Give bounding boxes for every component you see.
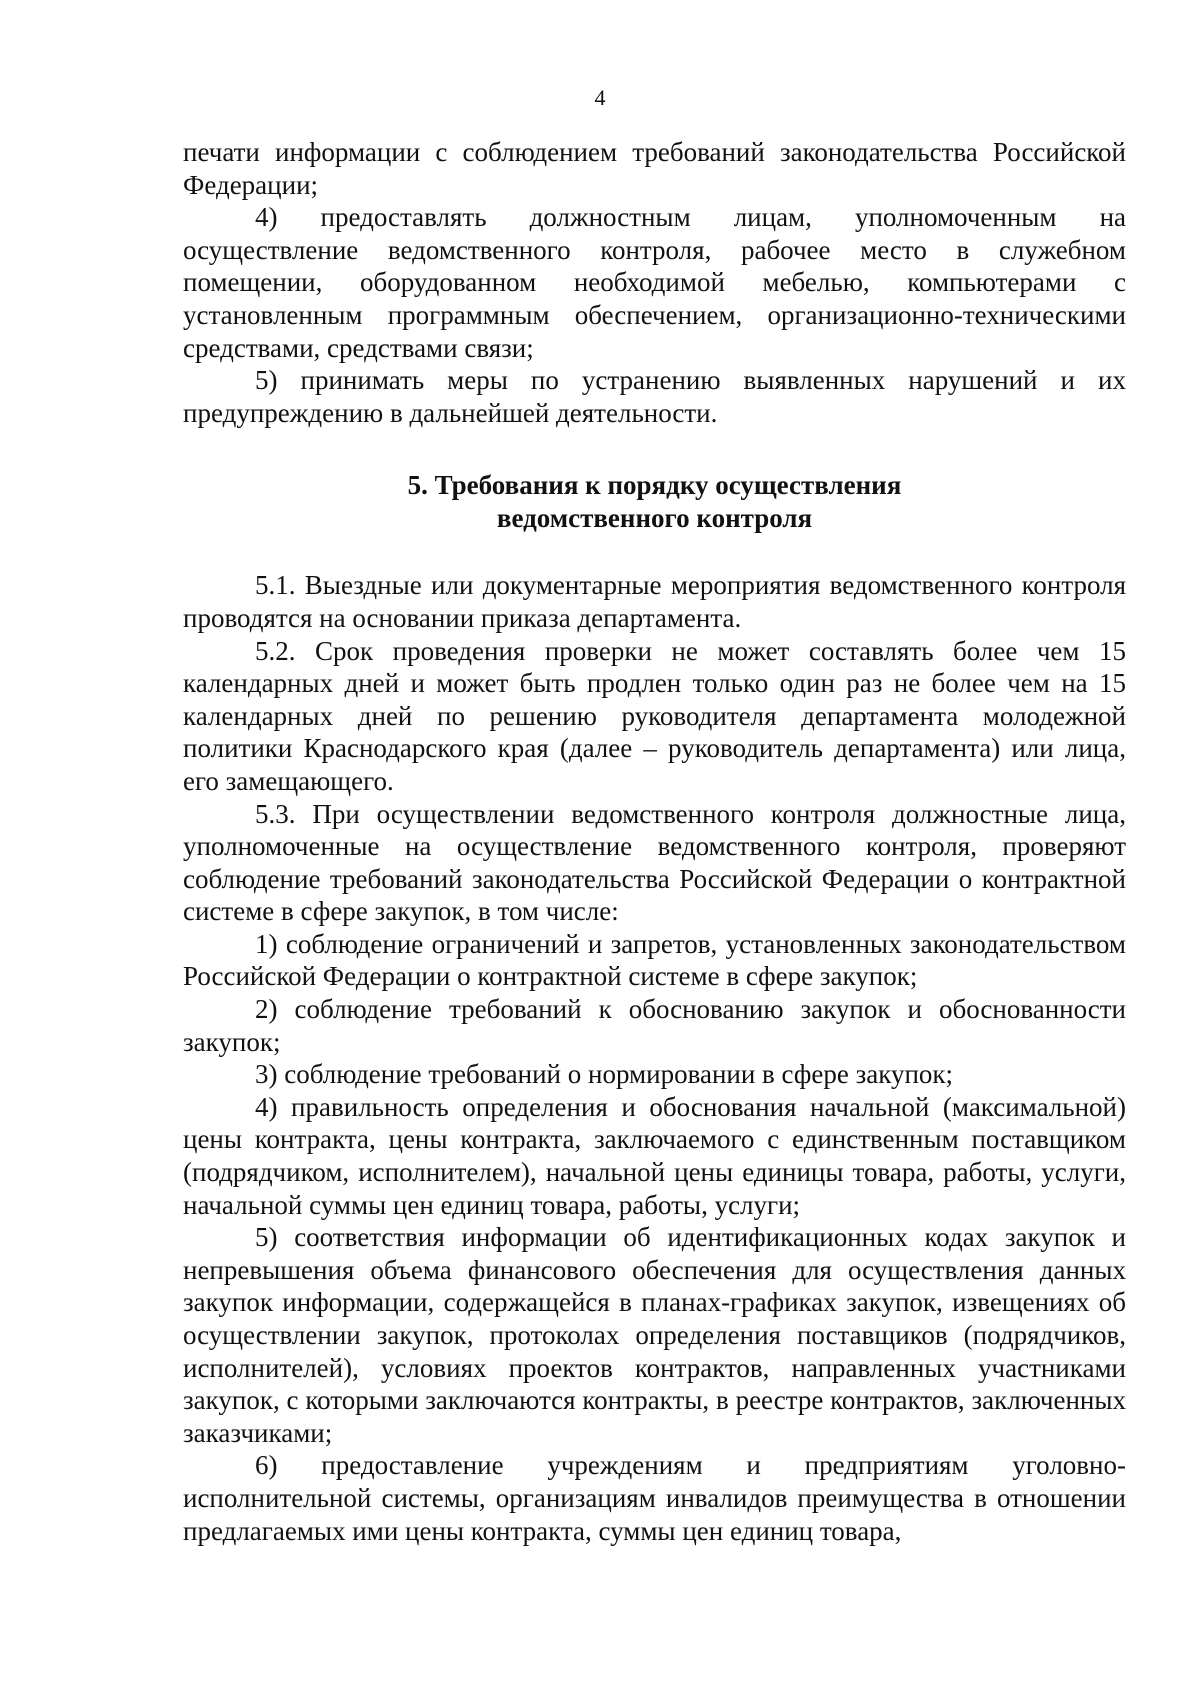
paragraph: 3) соблюдение требований о нормировании в сфере закупок; bbox=[255, 1059, 954, 1090]
paragraph: 5.1. Выездные или документарные мероприятия ведомственного контроля проводятся на основании приказа департамента. bbox=[183, 570, 1126, 633]
paragraph: 5) принимать меры по устранению выявленных нарушений и их предупреждению в дальнейшей деятельности. bbox=[183, 365, 1126, 428]
section-heading-line-2: ведомственного контроля bbox=[496, 503, 813, 534]
paragraph: 2) соблюдение требований к обоснованию закупок и обоснованности закупок; bbox=[183, 994, 1126, 1057]
section-heading bbox=[183, 469, 1126, 535]
paragraph: 5) соответствия информации об идентификационных кодах закупок и непревышения объема финансового обеспечения для осуществления данных закупок информации, содержащейся в планах-графиках закупок, извещениях об осуществлении закупок, протоколах определения поставщиков (подрядчиков, исполнителей), условиях проектов контрактов, направленных участниками закупок, с которыми заключаются контракты, в реестре контрактов, заключенных заказчиками; bbox=[183, 1222, 1126, 1448]
paragraph: 1) соблюдение ограничений и запретов, установленных законодательством Российской Федерации о контрактной системе в сфере закупок; bbox=[183, 928, 1126, 992]
paragraphs-before-heading bbox=[183, 136, 1126, 429]
paragraph: 6) предоставление учреждениям и предприятиям уголовно-исполнительной системы, организациям инвалидов преимущества в отношении предлагаемых ими цены контракта, суммы цен единиц товара, bbox=[183, 1450, 1126, 1546]
paragraphs-after-heading bbox=[183, 569, 1126, 1547]
paragraph: 4) предоставлять должностным лицам, уполномоченным на осуществление ведомственного контроля, рабочее место в служебном помещении, оборудованном необходимой мебелью, компьютерами с установленным программным обеспечением, организационно-техническими средствами, средствами связи; bbox=[183, 202, 1126, 363]
section-heading-line-1: 5. Требования к порядку осуществления bbox=[407, 470, 902, 501]
document-body bbox=[183, 136, 1126, 1547]
paragraph: 4) правильность определения и обоснования начальной (максимальной) цены контракта, цены контракта, заключаемого с единственным поставщиком (подрядчиком, исполнителем), начальной цены единицы товара, работы, услуги, начальной суммы цен единиц товара, работы, услуги; bbox=[183, 1091, 1126, 1220]
paragraph: 5.3. При осуществлении ведомственного контроля должностные лица, уполномоченные на осуществление ведомственного контроля, проверяют соблюдение требований законодательства Российской Федерации о контрактной системе в сфере закупок, в том числе: bbox=[183, 798, 1126, 927]
paragraph: 5.2. Срок проведения проверки не может составлять более чем 15 календарных дней и может быть продлен только один раз не более чем на 15 календарных дней по решению руководителя департамента молодежной политики Краснодарского края (далее – руководитель департамента) или лица, его замещающего. bbox=[183, 635, 1126, 796]
paragraph: печати информации с соблюдением требований законодательства Российской Федерации; bbox=[183, 137, 1126, 200]
page-number: 4 bbox=[594, 85, 606, 110]
